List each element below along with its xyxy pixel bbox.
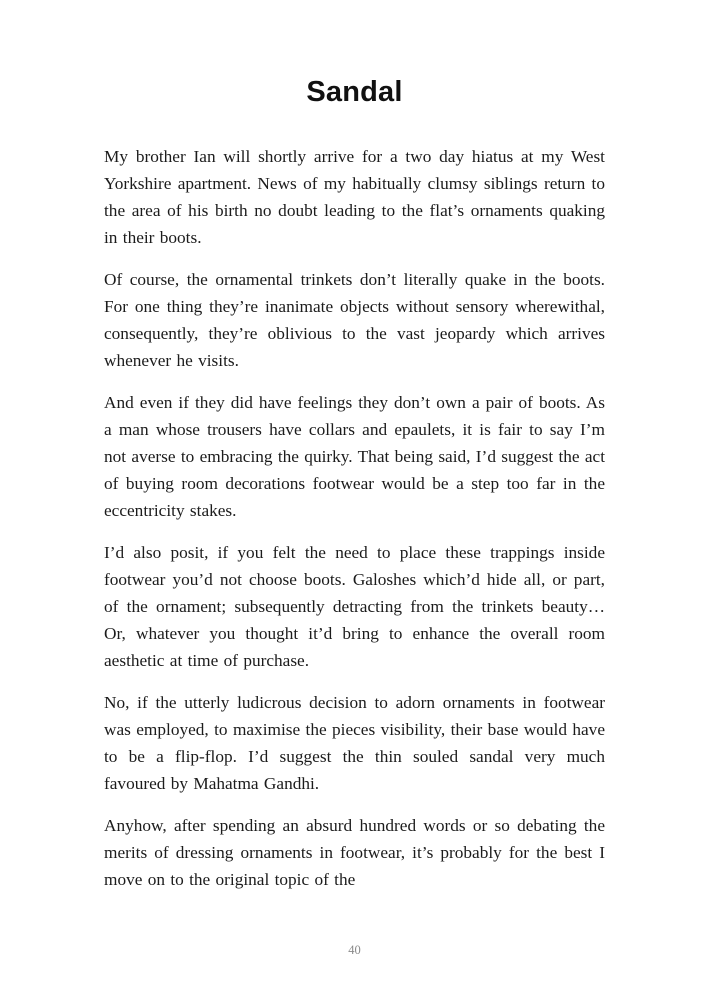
paragraph: No, if the utterly ludicrous decision to adorn ornaments in footwear was employed, to maximise the pieces visibility, their base would have to be a flip-flop. I’d suggest the thin souled sandal very much favoured by Mahatma Gandhi.: [104, 693, 605, 793]
body-text: [104, 143, 605, 893]
paragraph: And even if they did have feelings they don’t own a pair of boots. As a man whose trousers have collars and epaulets, it is fair to say I’m not averse to embracing the quirky. That being said, I’d suggest the act of buying room decorations footwear would be a step too far in the eccentricity stakes.: [104, 393, 606, 520]
paragraph: Anyhow, after spending an absurd hundred words or so debating the merits of dressing ornaments in footwear, it’s probably for the best I move on to the original topic of the: [104, 816, 605, 889]
page-title: Sandal: [306, 76, 403, 108]
paragraph: My brother Ian will shortly arrive for a two day hiatus at my West Yorkshire apartment. News of my habitually clumsy siblings return to the area of his birth no doubt leading to the flat’s ornaments quaking in their boots.: [104, 147, 605, 247]
paragraph: Of course, the ornamental trinkets don’t literally quake in the boots. For one thing they’re inanimate objects without sensory wherewithal, consequently, they’re oblivious to the vast jeopardy which arrives whenever he visits.: [104, 270, 605, 370]
page-number: 40: [348, 943, 361, 957]
paragraph: I’d also posit, if you felt the need to place these trappings inside footwear you’d not choose boots. Galoshes which’d hide all, or part, of the ornament; subsequently detracting from the trinkets beauty… Or, whatever you thought it’d bring to enhance the overall room aesthetic at time of purchase.: [104, 543, 605, 670]
